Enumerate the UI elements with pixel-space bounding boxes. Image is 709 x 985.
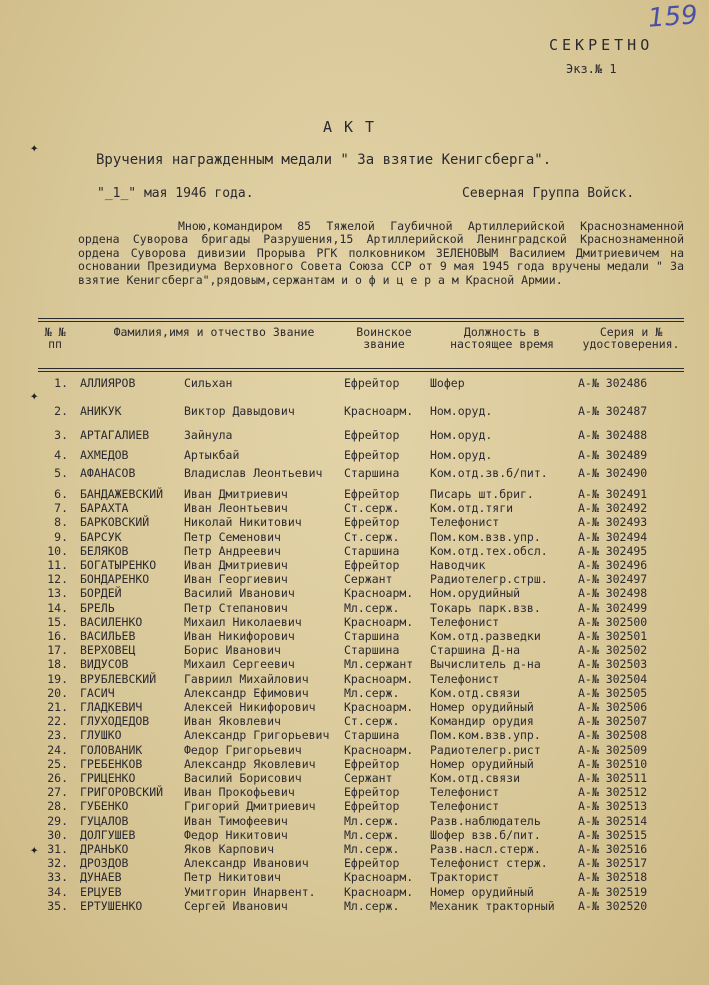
row-certificate-series: А-№ 302497 bbox=[578, 572, 648, 587]
row-surname: ЕРЦУЕВ bbox=[80, 884, 122, 899]
document-subtitle: Вручения награжденным медали " За взятие Кенигсберга". bbox=[96, 152, 552, 168]
row-rank: Ефрейтор bbox=[344, 376, 400, 390]
row-rank: Ефрейтор bbox=[344, 428, 400, 442]
table-row bbox=[34, 899, 694, 915]
row-given-names: Артыкбай bbox=[184, 448, 240, 462]
row-number: 26. bbox=[47, 771, 68, 785]
row-surname: АХМЕДОВ bbox=[80, 448, 129, 462]
row-surname: БАРКОВСКИЙ bbox=[80, 515, 150, 530]
binding-hole-mark: ✦ bbox=[30, 140, 39, 156]
row-position: Ком.отд.разведки bbox=[430, 629, 541, 643]
row-certificate-series: А-№ 302519 bbox=[578, 884, 648, 899]
table-header-rule-2 bbox=[38, 371, 684, 372]
row-rank: Старшина bbox=[344, 629, 400, 643]
row-position: Номер орудийный bbox=[430, 884, 534, 899]
row-certificate-series: А-№ 302514 bbox=[578, 813, 648, 828]
row-certificate-series: А-№ 302491 bbox=[578, 487, 648, 501]
row-certificate-series: А-№ 302504 bbox=[578, 671, 648, 686]
row-position: Механик тракторный bbox=[430, 898, 555, 913]
document-date: "_1_" мая 1946 года. bbox=[97, 186, 254, 201]
row-certificate-series: А-№ 302517 bbox=[578, 856, 648, 871]
row-given-names: Сильхан bbox=[184, 376, 233, 390]
row-given-names: Петр Семенович bbox=[184, 529, 281, 544]
row-number: 3. bbox=[54, 428, 68, 442]
table-top-rule-2 bbox=[38, 321, 684, 322]
row-position: Разв.наблюдатель bbox=[430, 813, 541, 828]
row-given-names: Иван Георгиевич bbox=[184, 572, 288, 587]
row-number: 27. bbox=[47, 785, 68, 800]
row-rank: Мл.серж. bbox=[344, 842, 400, 856]
header-rank: Воинское звание bbox=[356, 325, 412, 351]
row-number: 22. bbox=[47, 714, 68, 729]
row-given-names: Василий Борисович bbox=[184, 771, 302, 785]
row-surname: БРЕЛЬ bbox=[80, 600, 115, 615]
handwritten-page-number: 159 bbox=[647, 0, 699, 34]
row-surname: ВАСИЛЬЕВ bbox=[80, 629, 136, 643]
row-number: 17. bbox=[47, 643, 68, 658]
row-certificate-series: А-№ 302508 bbox=[578, 728, 648, 743]
row-given-names: Александр Иванович bbox=[184, 856, 309, 871]
row-given-names: Петр Степанович bbox=[184, 600, 288, 615]
header-position: Должность в настоящее время bbox=[450, 325, 554, 351]
row-surname: АЛЛИЯРОВ bbox=[80, 376, 136, 390]
row-certificate-series: А-№ 302511 bbox=[578, 771, 648, 785]
row-given-names: Иван Дмитриевич bbox=[184, 487, 288, 501]
row-certificate-series: А-№ 302492 bbox=[578, 501, 648, 516]
row-surname: ГУБЕНКО bbox=[80, 799, 129, 814]
row-rank: Красноарм. bbox=[344, 586, 414, 601]
row-position: Ком.отд.тяги bbox=[430, 501, 514, 516]
row-position: Телефонист bbox=[430, 671, 500, 686]
row-number: 25. bbox=[47, 756, 68, 771]
row-certificate-series: А-№ 302496 bbox=[578, 558, 648, 572]
row-given-names: Михаил Сергеевич bbox=[184, 657, 295, 672]
row-number: 6. bbox=[54, 487, 68, 501]
row-certificate-series: А-№ 302512 bbox=[578, 785, 648, 800]
row-rank: Сержант bbox=[344, 771, 393, 785]
row-certificate-series: А-№ 302500 bbox=[578, 614, 648, 629]
row-number: 11. bbox=[47, 558, 68, 572]
row-certificate-series: А-№ 302518 bbox=[578, 870, 648, 885]
row-number: 29. bbox=[47, 813, 68, 828]
row-position: Ком.отд.связи bbox=[430, 771, 521, 785]
row-number: 9. bbox=[54, 529, 68, 544]
row-position: Токарь парк.взв. bbox=[430, 600, 541, 615]
row-surname: ДОЛГУШЕВ bbox=[80, 827, 136, 842]
row-rank: Красноарм. bbox=[344, 884, 414, 899]
row-given-names: Александр Ефимович bbox=[184, 685, 309, 700]
row-number: 16. bbox=[47, 629, 68, 643]
row-rank: Красноарм. bbox=[344, 870, 414, 885]
row-rank: Старшина bbox=[344, 543, 400, 558]
binding-hole-mark: ✦ bbox=[30, 842, 39, 858]
row-rank: Старшина bbox=[344, 466, 400, 480]
row-given-names: Иван Леонтьевич bbox=[184, 501, 288, 516]
row-rank: Мл.серж. bbox=[344, 898, 400, 913]
row-surname: БАНДАЖЕВСКИЙ bbox=[80, 487, 164, 501]
row-surname: ВИДУСОВ bbox=[80, 657, 129, 672]
row-certificate-series: А-№ 302487 bbox=[578, 404, 648, 418]
row-number: 35. bbox=[47, 898, 68, 913]
row-certificate-series: А-№ 302494 bbox=[578, 529, 648, 544]
row-surname: ГЛАДКЕВИЧ bbox=[80, 700, 143, 714]
row-number: 15. bbox=[47, 614, 68, 629]
row-given-names: Иван Тимофеевич bbox=[184, 813, 288, 828]
row-certificate-series: А-№ 302503 bbox=[578, 657, 648, 672]
row-given-names: Петр Андреевич bbox=[184, 543, 281, 558]
row-number: 1. bbox=[54, 376, 68, 390]
row-surname: ВАСИЛЕНКО bbox=[80, 614, 143, 629]
row-given-names: Федор Никитович bbox=[184, 827, 288, 842]
row-certificate-series: А-№ 302502 bbox=[578, 643, 648, 658]
row-given-names: Петр Никитович bbox=[184, 870, 281, 885]
row-certificate-series: А-№ 302501 bbox=[578, 629, 648, 643]
row-rank: Мл.серж. bbox=[344, 685, 400, 700]
row-number: 14. bbox=[47, 600, 68, 615]
row-surname: ДРОЗДОВ bbox=[80, 856, 129, 871]
row-number: 7. bbox=[54, 501, 68, 516]
row-position: Тракторист bbox=[430, 870, 500, 885]
row-certificate-series: А-№ 302510 bbox=[578, 756, 648, 771]
row-position: Ком.отд.тех.обсл. bbox=[430, 543, 548, 558]
row-position: Ком.отд.связи bbox=[430, 685, 521, 700]
row-rank: Ефрейтор bbox=[344, 799, 400, 814]
row-position: Пом.ком.взв.упр. bbox=[430, 529, 541, 544]
table-row bbox=[34, 376, 694, 392]
row-rank: Старшина bbox=[344, 643, 400, 658]
row-rank: Ст.серж. bbox=[344, 529, 400, 544]
binding-hole-mark: ✦ bbox=[30, 388, 39, 404]
row-position: Ном.оруд. bbox=[430, 428, 493, 442]
row-number: 13. bbox=[47, 586, 68, 601]
document-title: АКТ bbox=[322, 118, 387, 136]
row-position: Телефонист bbox=[430, 785, 500, 800]
row-number: 21. bbox=[47, 700, 68, 714]
secret-stamp: СЕКРЕТНО bbox=[549, 36, 654, 54]
row-rank: Ст.серж. bbox=[344, 501, 400, 516]
row-rank: Красноарм. bbox=[344, 404, 414, 418]
row-surname: БАРАХТА bbox=[80, 501, 129, 516]
row-number: 24. bbox=[47, 742, 68, 757]
header-num: № № пп bbox=[44, 325, 66, 351]
row-given-names: Алексей Никифорович bbox=[184, 700, 316, 714]
row-surname: ВРУБЛЕВСКИЙ bbox=[80, 671, 157, 686]
row-number: 23. bbox=[47, 728, 68, 743]
row-number: 32. bbox=[47, 856, 68, 871]
row-surname: БОГАТЫРЕНКО bbox=[80, 558, 157, 572]
row-position: Вычислитель д-на bbox=[430, 657, 541, 672]
row-position: Командир орудия bbox=[430, 714, 534, 729]
row-certificate-series: А-№ 302506 bbox=[578, 700, 648, 714]
row-rank: Мл.серж. bbox=[344, 827, 400, 842]
table-row bbox=[34, 448, 694, 464]
row-surname: ГУЦАЛОВ bbox=[80, 813, 129, 828]
row-number: 20. bbox=[47, 685, 68, 700]
row-given-names: Иван Яковлевич bbox=[184, 714, 281, 729]
row-position: Ком.отд.зв.б/пит. bbox=[430, 466, 548, 480]
row-given-names: Григорий Дмитриевич bbox=[184, 799, 316, 814]
row-position: Шофер взв.б/пит. bbox=[430, 827, 541, 842]
row-number: 2. bbox=[54, 404, 68, 418]
row-surname: БЕЛЯКОВ bbox=[80, 543, 129, 558]
row-position: Ном.оруд. bbox=[430, 404, 493, 418]
row-certificate-series: А-№ 302499 bbox=[578, 600, 648, 615]
row-position: Номер орудийный bbox=[430, 700, 534, 714]
row-rank: Ст.серж. bbox=[344, 714, 400, 729]
row-number: 12. bbox=[47, 572, 68, 587]
row-surname: ГЛУХОДЕДОВ bbox=[80, 714, 150, 729]
row-surname: БАРСУК bbox=[80, 529, 122, 544]
copy-number: Экз.№ 1 bbox=[566, 62, 617, 76]
row-rank: Мл.серж. bbox=[344, 600, 400, 615]
header-name: Фамилия,имя и отчество Звание bbox=[113, 325, 315, 339]
row-rank: Ефрейтор bbox=[344, 448, 400, 462]
row-surname: ДРАНЬКО bbox=[80, 842, 129, 856]
row-position: Ном.оруд. bbox=[430, 448, 493, 462]
row-rank: Ефрейтор bbox=[344, 756, 400, 771]
row-position: Телефонист bbox=[430, 799, 500, 814]
row-number: 30. bbox=[47, 827, 68, 842]
row-number: 33. bbox=[47, 870, 68, 885]
row-surname: ГРЕБЕНКОВ bbox=[80, 756, 143, 771]
row-surname: АНИКУК bbox=[80, 404, 122, 418]
row-given-names: Михаил Николаевич bbox=[184, 614, 302, 629]
row-certificate-series: А-№ 302507 bbox=[578, 714, 648, 729]
row-given-names: Борис Иванович bbox=[184, 643, 281, 658]
row-position: Телефонист bbox=[430, 515, 500, 530]
row-surname: АРТАГАЛИЕВ bbox=[80, 428, 150, 442]
row-position: Наводчик bbox=[430, 558, 486, 572]
row-surname: ВЕРХОВЕЦ bbox=[80, 643, 136, 658]
row-position: Пом.ком.взв.упр. bbox=[430, 728, 541, 743]
row-surname: ГЛУШКО bbox=[80, 728, 122, 743]
row-given-names: Виктор Давыдович bbox=[184, 404, 295, 418]
row-number: 18. bbox=[47, 657, 68, 672]
row-certificate-series: А-№ 302520 bbox=[578, 898, 648, 913]
row-rank: Ефрейтор bbox=[344, 558, 400, 572]
row-number: 5. bbox=[54, 466, 68, 480]
row-number: 31. bbox=[47, 842, 68, 856]
row-given-names: Яков Карпович bbox=[184, 842, 275, 856]
row-rank: Ефрейтор bbox=[344, 487, 400, 501]
row-surname: ГАСИЧ bbox=[80, 685, 115, 700]
row-position: Телефонист стерж. bbox=[430, 856, 548, 871]
row-given-names: Иван Прокофьевич bbox=[184, 785, 295, 800]
intro-paragraph: Мною,командиром 85 Тяжелой Гаубичной Артиллерийской Краснознаменной ордена Суворова бригады Разрушения,15 Артиллерийской Ленинградской Краснознаменной ордена Суворова дивизии Прорыва РГК полковником ЗЕЛЕНОВЫМ Василием Дмитриевичем на основании Президиума Верховного Совета Союза ССР от 9 мая 1945 года вручены медали " За взятие Кенигсберга",рядовым,сержантам и о ф и ц е р а м Красной Армии. bbox=[78, 219, 684, 287]
row-position: Шофер bbox=[430, 376, 465, 390]
row-number: 19. bbox=[47, 671, 68, 686]
row-given-names: Сергей Иванович bbox=[184, 898, 288, 913]
row-certificate-series: А-№ 302493 bbox=[578, 515, 648, 530]
row-given-names: Василий Иванович bbox=[184, 586, 295, 601]
row-rank: Красноарм. bbox=[344, 614, 414, 629]
table-top-rule bbox=[38, 318, 684, 319]
row-rank: Мл.сержант bbox=[344, 657, 414, 672]
row-number: 28. bbox=[47, 799, 68, 814]
row-given-names: Александр Яковлевич bbox=[184, 756, 316, 771]
row-rank: Ефрейтор bbox=[344, 515, 400, 530]
row-certificate-series: А-№ 302490 bbox=[578, 466, 648, 480]
row-surname: ЕРТУШЕНКО bbox=[80, 898, 143, 913]
row-certificate-series: А-№ 302489 bbox=[578, 448, 648, 462]
document-place: Северная Группа Войск. bbox=[462, 186, 635, 201]
row-rank: Мл.серж. bbox=[344, 813, 400, 828]
row-position: Телефонист bbox=[430, 614, 500, 629]
row-surname: БОРДЕЙ bbox=[80, 586, 122, 601]
row-position: Радиотелегр.стрш. bbox=[430, 572, 548, 587]
row-rank: Красноарм. bbox=[344, 700, 414, 714]
row-given-names: Александр Григорьевич bbox=[184, 728, 330, 743]
row-position: Номер орудийный bbox=[430, 756, 534, 771]
row-position: Разв.насл.стерж. bbox=[430, 842, 541, 856]
row-rank: Красноарм. bbox=[344, 742, 414, 757]
table-row bbox=[34, 466, 694, 482]
row-given-names: Федор Григорьевич bbox=[184, 742, 302, 757]
row-surname: ГРИЦЕНКО bbox=[80, 771, 136, 785]
row-certificate-series: А-№ 302495 bbox=[578, 543, 648, 558]
row-given-names: Николай Никитович bbox=[184, 515, 302, 530]
row-given-names: Владислав Леонтьевич bbox=[184, 466, 323, 480]
row-rank: Красноарм. bbox=[344, 671, 414, 686]
row-certificate-series: А-№ 302513 bbox=[578, 799, 648, 814]
row-surname: ГОЛОВАНИК bbox=[80, 742, 143, 757]
row-rank: Старшина bbox=[344, 728, 400, 743]
row-rank: Ефрейтор bbox=[344, 785, 400, 800]
row-position: Ном.орудийный bbox=[430, 586, 521, 601]
row-certificate-series: А-№ 302515 bbox=[578, 827, 648, 842]
row-number: 8. bbox=[54, 515, 68, 530]
row-position: Писарь шт.бриг. bbox=[430, 487, 534, 501]
row-certificate-series: А-№ 302505 bbox=[578, 685, 648, 700]
row-number: 34. bbox=[47, 884, 68, 899]
row-given-names: Зайнула bbox=[184, 428, 233, 442]
row-rank: Ефрейтор bbox=[344, 856, 400, 871]
table-row bbox=[34, 404, 694, 420]
row-position: Старшина Д-на bbox=[430, 643, 521, 658]
row-position: Радиотелегр.рист bbox=[430, 742, 541, 757]
row-given-names: Иван Никифорович bbox=[184, 629, 295, 643]
row-surname: БОНДАРЕНКО bbox=[80, 572, 150, 587]
row-surname: ГРИГОРОВСКИЙ bbox=[80, 785, 164, 800]
header-series: Серия и № удостоверения. bbox=[582, 325, 680, 351]
row-given-names: Умитгорин Инарвент. bbox=[184, 884, 316, 899]
table-header-rule bbox=[38, 368, 684, 369]
row-certificate-series: А-№ 302516 bbox=[578, 842, 648, 856]
row-surname: ДУНАЕВ bbox=[80, 870, 122, 885]
row-number: 10. bbox=[47, 543, 68, 558]
row-certificate-series: А-№ 302498 bbox=[578, 586, 648, 601]
row-number: 4. bbox=[54, 448, 68, 462]
row-given-names: Иван Дмитриевич bbox=[184, 558, 288, 572]
table-row bbox=[34, 428, 694, 444]
row-certificate-series: А-№ 302509 bbox=[578, 742, 648, 757]
row-rank: Сержант bbox=[344, 572, 393, 587]
row-given-names: Гавриил Михайлович bbox=[184, 671, 309, 686]
row-surname: АФАНАСОВ bbox=[80, 466, 136, 480]
row-certificate-series: А-№ 302488 bbox=[578, 428, 648, 442]
row-certificate-series: А-№ 302486 bbox=[578, 376, 648, 390]
